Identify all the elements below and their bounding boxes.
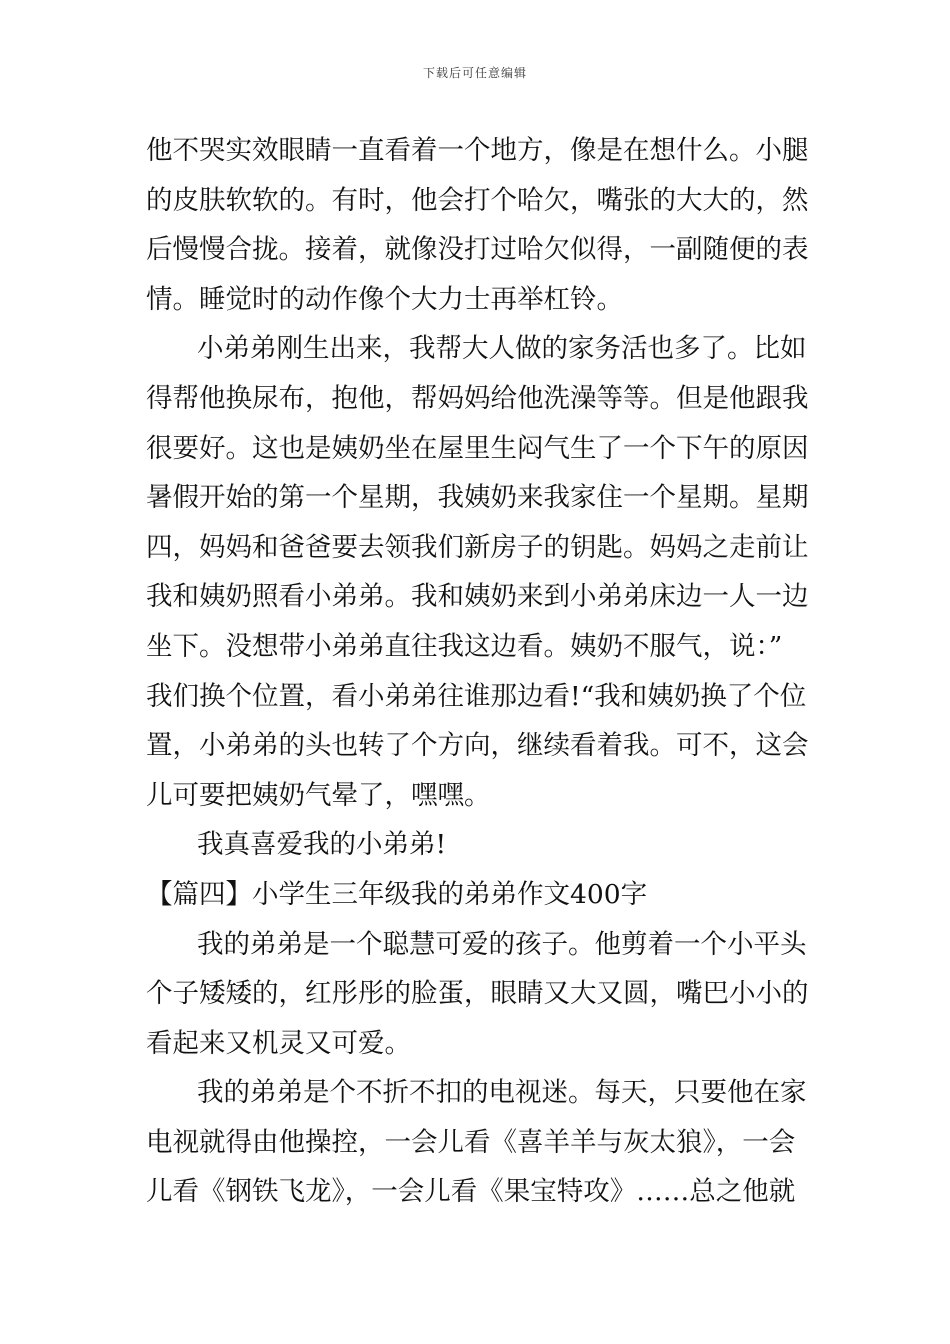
text-line: 儿可要把姨奶气晕了，嘿嘿。 [146, 779, 491, 811]
text-line: 儿看《钢铁飞龙》，一会儿看《果宝特攻》……总之他就 [146, 1176, 796, 1208]
section-heading: 【篇四】小学生三年级我的弟弟作文400字 [146, 878, 648, 910]
text-line: 的皮肤软软的。有时，他会打个哈欠，嘴张的大大的，然 [146, 184, 809, 216]
text-line: 置，小弟弟的头也转了个方向，继续看着我。可不，这会 [146, 730, 809, 762]
text-line: 我们换个位置，看小弟弟往谁那边看!“我和姨奶换了个位 [146, 680, 807, 712]
paragraph-start-line: 我的弟弟是一个聪慧可爱的孩子。他剪着一个小平头 [197, 928, 807, 960]
text-line: 我和姨奶照看小弟弟。我和姨奶来到小弟弟床边一人一边 [146, 581, 809, 613]
page-header: 下载后可任意编辑 [422, 66, 527, 80]
paragraph-start-line: 我真喜爱我的小弟弟! [197, 829, 447, 861]
text-line: 坐下。没想带小弟弟直往我这边看。姨奶不服气，说：” [146, 630, 783, 662]
text-line: 看起来又机灵又可爱。 [146, 1027, 411, 1059]
paragraph-start-line: 小弟弟刚生出来，我帮大人做的家务活也多了。比如 [197, 333, 807, 365]
text-line: 后慢慢合拢。接着，就像没打过哈欠似得，一副随便的表 [146, 234, 809, 266]
text-line: 四，妈妈和爸爸要去领我们新房子的钥匙。妈妈之走前让 [146, 531, 809, 563]
paragraph-start-line: 我的弟弟是个不折不扣的电视迷。每天，只要他在家 [197, 1077, 807, 1109]
document-body [146, 126, 808, 1217]
text-line: 很要好。这也是姨奶坐在屋里生闷气生了一个下午的原因 [146, 432, 809, 464]
text-line: 个子矮矮的，红彤彤的脸蛋，眼睛又大又圆，嘴巴小小的 [146, 978, 809, 1010]
text-line: 电视就得由他操控，一会儿看《喜羊羊与灰太狼》，一会 [146, 1126, 796, 1158]
text-line: 情。睡觉时的动作像个大力士再举杠铃。 [146, 283, 623, 315]
text-line: 得帮他换尿布，抱他，帮妈妈给他洗澡等等。但是他跟我 [146, 382, 809, 414]
text-line: 暑假开始的第一个星期，我姨奶来我家住一个星期。星期 [146, 482, 809, 514]
text-line: 他不哭实效眼睛一直看着一个地方，像是在想什么。小腿 [146, 135, 809, 166]
